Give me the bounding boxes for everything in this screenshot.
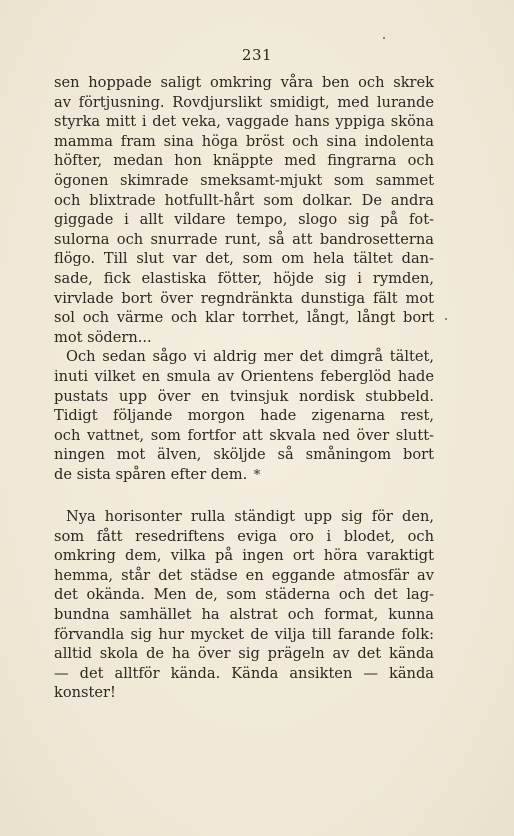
text-line: och blixtrade hotfullt-hårt som dolkar. De andra bbox=[54, 191, 434, 209]
text-line: Nya horisonter rulla ständigt upp sig för den, bbox=[66, 508, 434, 525]
text-line: av förtjusning. Rovdjurslikt smidigt, med lurande bbox=[54, 93, 434, 111]
text-block-bottom bbox=[54, 507, 434, 703]
text-line: styrka mitt i det veka, vaggade hans yppiga sköna bbox=[54, 113, 434, 131]
text-line: alltid skola de ha över sig prägeln av det kända bbox=[54, 645, 434, 663]
text-line: mamma fram sina höga bröst och sina indolenta bbox=[54, 132, 434, 150]
text-line: konster! bbox=[54, 684, 116, 702]
page-number: 231 bbox=[241, 46, 273, 64]
text-line: virvlade bort över regndränkta dunstiga fält mot bbox=[54, 289, 434, 307]
text-line: giggade i allt vildare tempo, slogo sig på fot- bbox=[54, 211, 434, 229]
text-block-top bbox=[54, 73, 434, 484]
text-line: sen hoppade saligt omkring våra ben och skrek bbox=[54, 74, 434, 91]
text-line: flögo. Till slut var det, som om hela tältet dan- bbox=[54, 250, 434, 268]
paper-speck bbox=[383, 37, 385, 39]
paragraph-2 bbox=[54, 347, 434, 484]
text-line: de sista spåren efter dem. bbox=[54, 465, 248, 483]
text-line: Och sedan sågo vi aldrig mer det dimgrå tältet, bbox=[66, 348, 434, 366]
text-line: sade, fick elastiska fötter, höjde sig i rymden, bbox=[54, 269, 434, 287]
paragraph-1 bbox=[54, 73, 434, 347]
text-line: sulorna och snurrade runt, så att bandrosetterna bbox=[54, 230, 434, 248]
section-separator: * bbox=[253, 468, 261, 483]
text-line: och vattnet, som fortfor att skvala ned över slutt- bbox=[54, 426, 434, 444]
text-line: — det alltför kända. Kända ansikten — kända bbox=[54, 664, 434, 682]
text-line: Tidigt följande morgon hade zigenarna rest, bbox=[54, 407, 434, 425]
text-line: pustats upp över en tvinsjuk nordisk stubbeld. bbox=[54, 387, 434, 405]
paragraph-3 bbox=[54, 507, 434, 703]
text-line: sol och värme och klar torrhet, långt, långt bort bbox=[54, 309, 434, 327]
text-line: som fått resedriftens eviga oro i blodet, och bbox=[54, 527, 434, 545]
text-line: bundna samhället ha alstrat och format, kunna bbox=[54, 605, 434, 623]
text-line: det okända. Men de, som städerna och det lag- bbox=[54, 586, 434, 604]
paper-speck bbox=[445, 318, 447, 320]
text-line: ningen mot älven, sköljde så småningom bort bbox=[54, 446, 434, 464]
text-line: omkring dem, vilka på ingen ort höra varaktigt bbox=[54, 547, 434, 565]
text-line: höfter, medan hon knäppte med fingrarna och bbox=[54, 152, 434, 170]
text-line: inuti vilket en smula av Orientens feberglöd hade bbox=[54, 367, 434, 385]
text-line: hemma, står det städse en eggande atmosfär av bbox=[54, 566, 434, 584]
text-line: ögonen skimrade smeksamt-mjukt som sammet bbox=[54, 171, 434, 189]
text-line: mot södern... bbox=[54, 328, 152, 346]
text-line: förvandla sig hur mycket de vilja till farande folk: bbox=[54, 625, 434, 643]
